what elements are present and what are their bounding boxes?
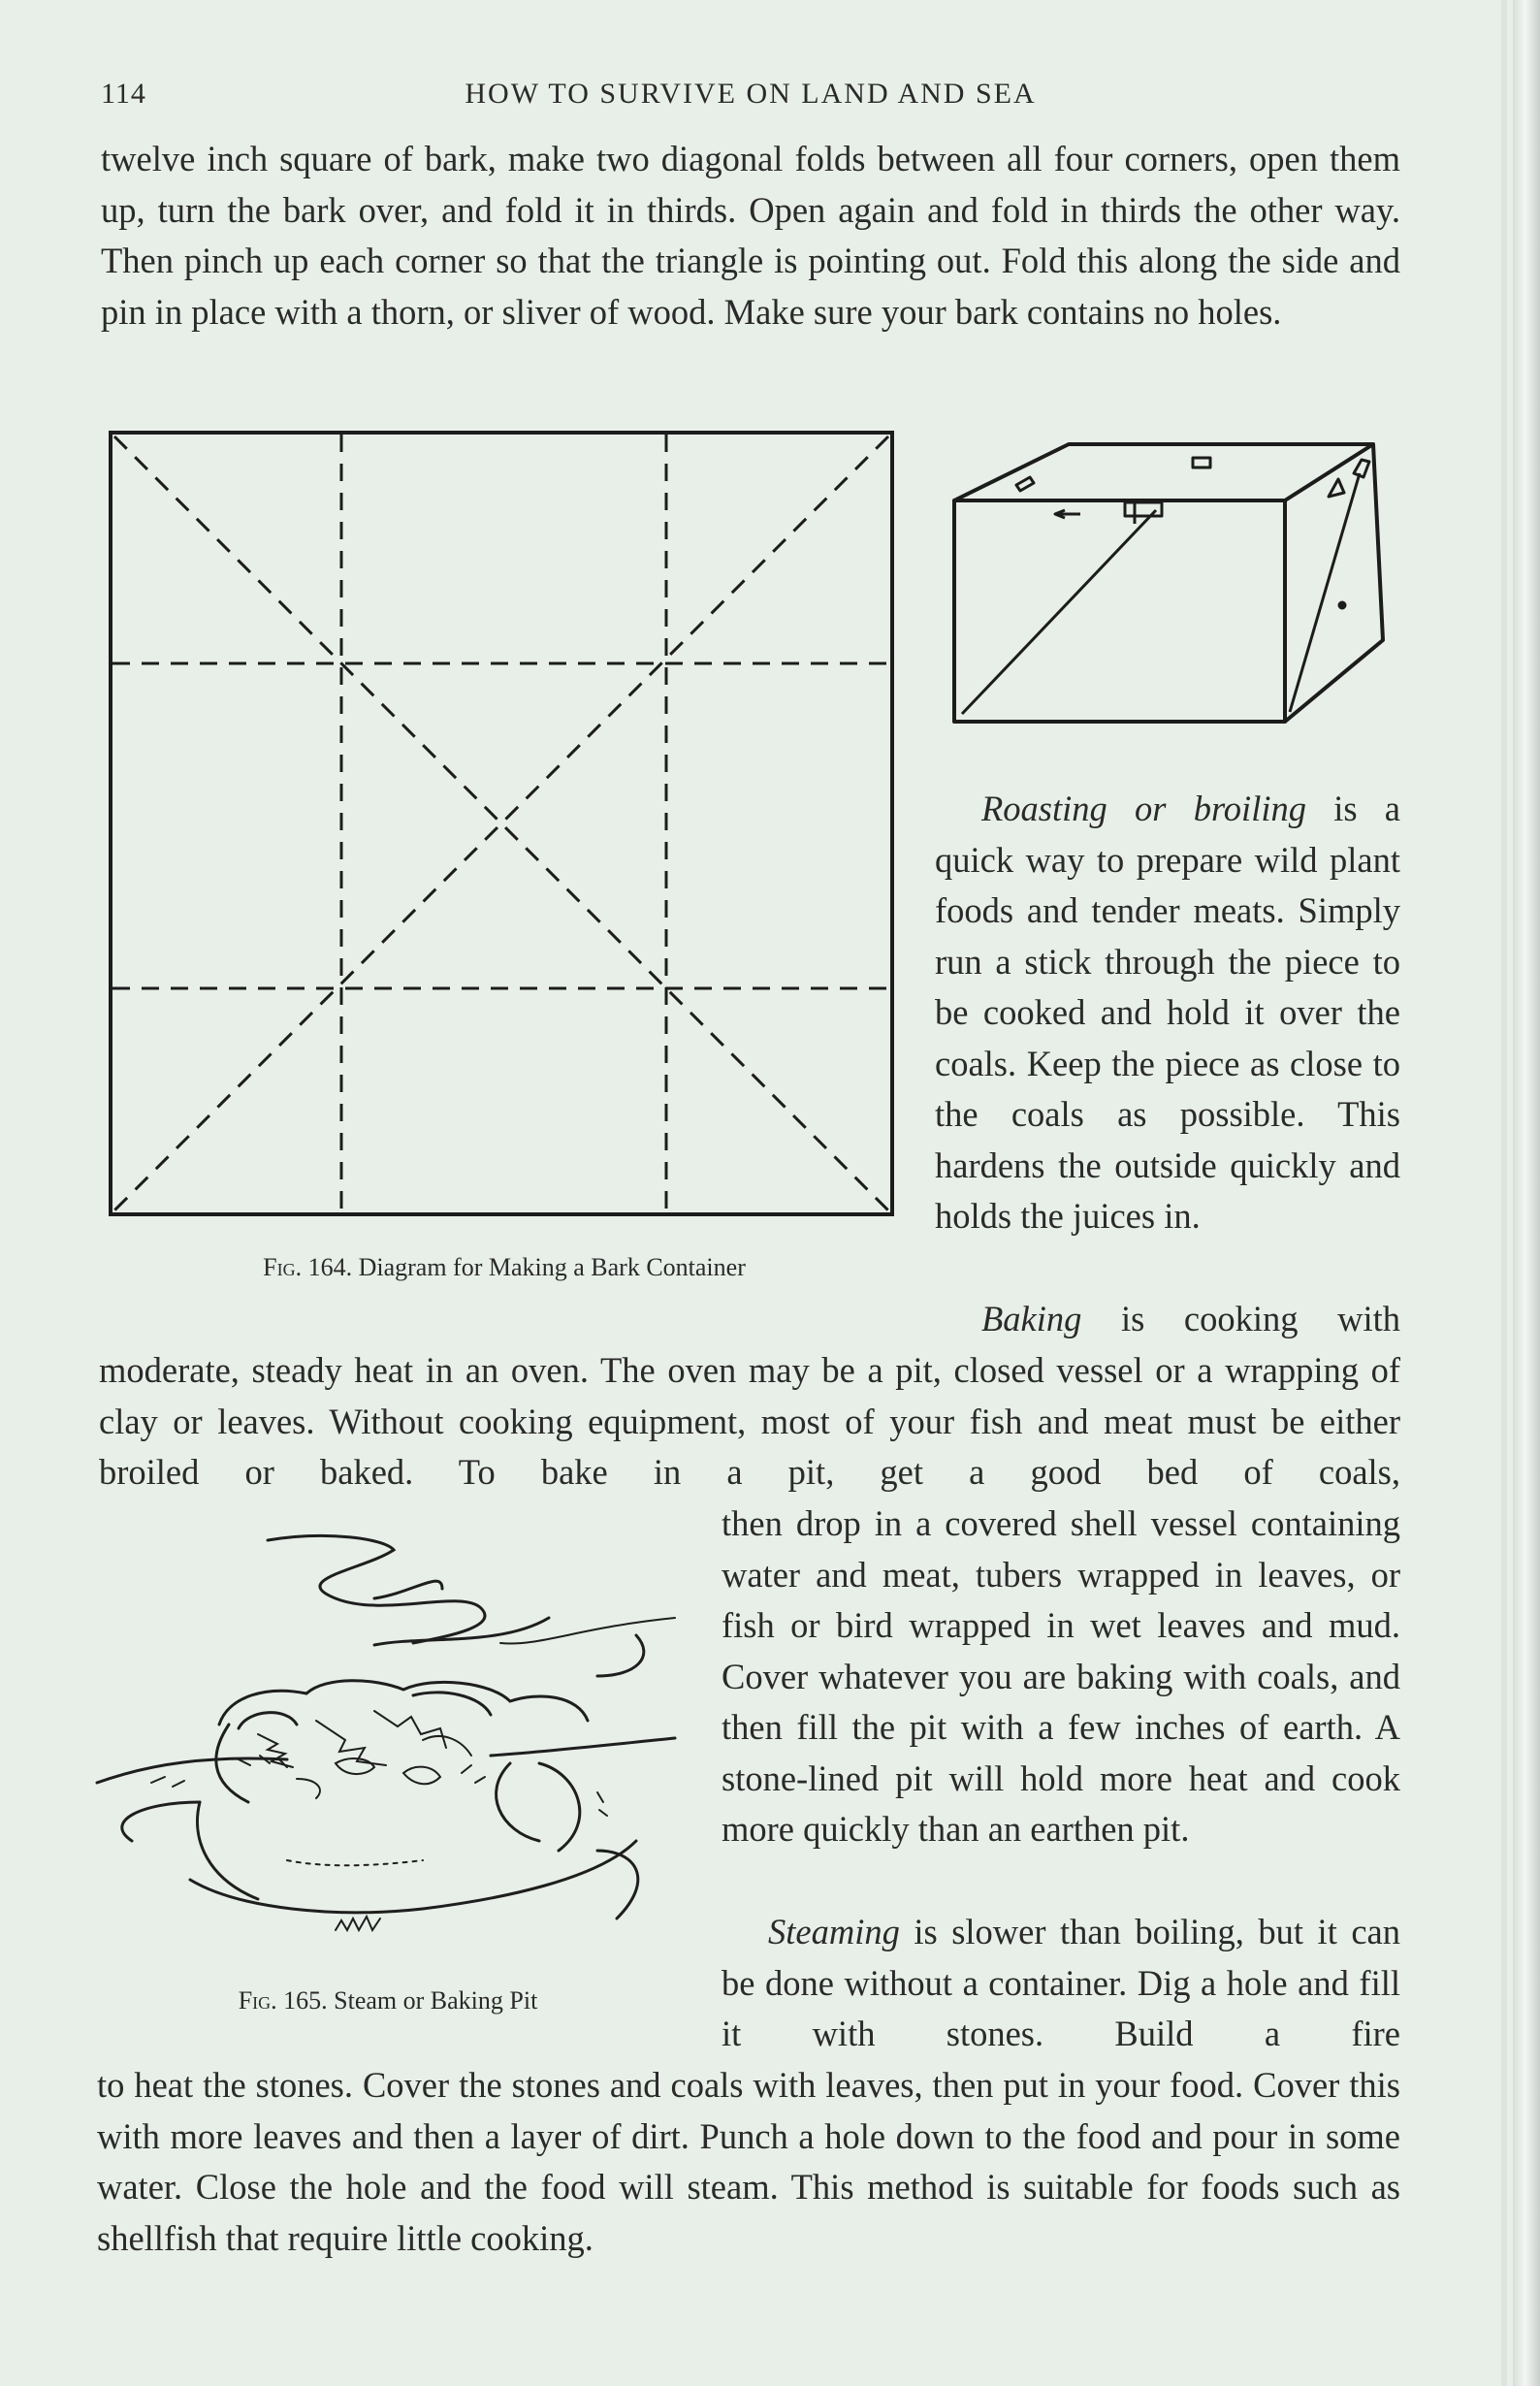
running-head: HOW TO SURVIVE ON LAND AND SEA (465, 78, 1037, 110)
roasting-paragraph (935, 784, 1400, 1242)
steaming-term: Steaming (768, 1912, 900, 1951)
steaming-text-right: is slower than boiling, but it can be done without a container. Dig a hole and fill it with stones. Build a fire (722, 1912, 1400, 2053)
fig-165-steam-pit-drawing (93, 1531, 694, 1957)
fig-165-caption (145, 1984, 630, 2017)
steaming-paragraph-end: to heat the stones. Cover the stones and coals with leaves, then put in your food. Cover this with more leaves and then a layer of dirt. Punch a hole down to the food and pour in some water. Close the hole and the food will steam. This method is suitable for foods such as shellfish that require little cooking. (97, 2065, 1400, 2258)
roasting-term: Roasting or broiling (981, 789, 1306, 828)
bark-box-drawing (950, 435, 1387, 725)
intro-paragraph: twelve inch square of bark, make two diagonal folds between all four corners, open them up, turn the bark over, and fold it in thirds. Open again and fold in thirds the other way. Then pinch up each corner so that the triangle is pointing out. Fold this along the side and pin in place with a thorn, or sliver of wood. Make sure your bark contains no holes. (101, 139, 1400, 332)
page-number: 114 (101, 78, 146, 110)
baking-continuation: then drop in a covered shell vessel containing water and meat, tubers wrapped in leaves, or fish or bird wrapped in wet leaves and mud. Cover whatever you are baking with coals, and then fill the pit with a few inches of earth. A stone-lined pit will hold more heat and cook more quickly than an earthen pit. (722, 1503, 1400, 1849)
fig-165-label: Fig. 165. (238, 1986, 328, 2015)
page-edge (1513, 0, 1540, 2386)
page-header (101, 70, 1400, 116)
steaming-paragraph-start (722, 1907, 1400, 2060)
baking-first-line (935, 1294, 1400, 1345)
page-edge-shadow (1501, 0, 1507, 2386)
baking-term: Baking (981, 1299, 1082, 1338)
baking-line1-tail: is cooking with (1081, 1299, 1400, 1338)
fig-164-fold-diagram (109, 431, 896, 1218)
fig-164-caption-text: Diagram for Making a Bark Container (358, 1253, 746, 1281)
fig-164-label: Fig. 164. (263, 1253, 353, 1281)
baking-paragraph: moderate, steady heat in an oven. The oven may be a pit, closed vessel or a wrapping of clay or leaves. Without cooking equipment, most of your fish and meat must be either broiled or baked. To bake in a pit, get a good bed of coals, (99, 1350, 1400, 1492)
fig-164-caption (194, 1251, 815, 1284)
fig-165-caption-text: Steam or Baking Pit (334, 1986, 538, 2015)
roasting-text: is a quick way to prepare wild plant foods and tender meats. Simply run a stick through the piece to be cooked and hold it over the coals. Keep the piece as close to the coals as possible. This hardens the outside quickly and holds the juices in. (935, 789, 1400, 1236)
